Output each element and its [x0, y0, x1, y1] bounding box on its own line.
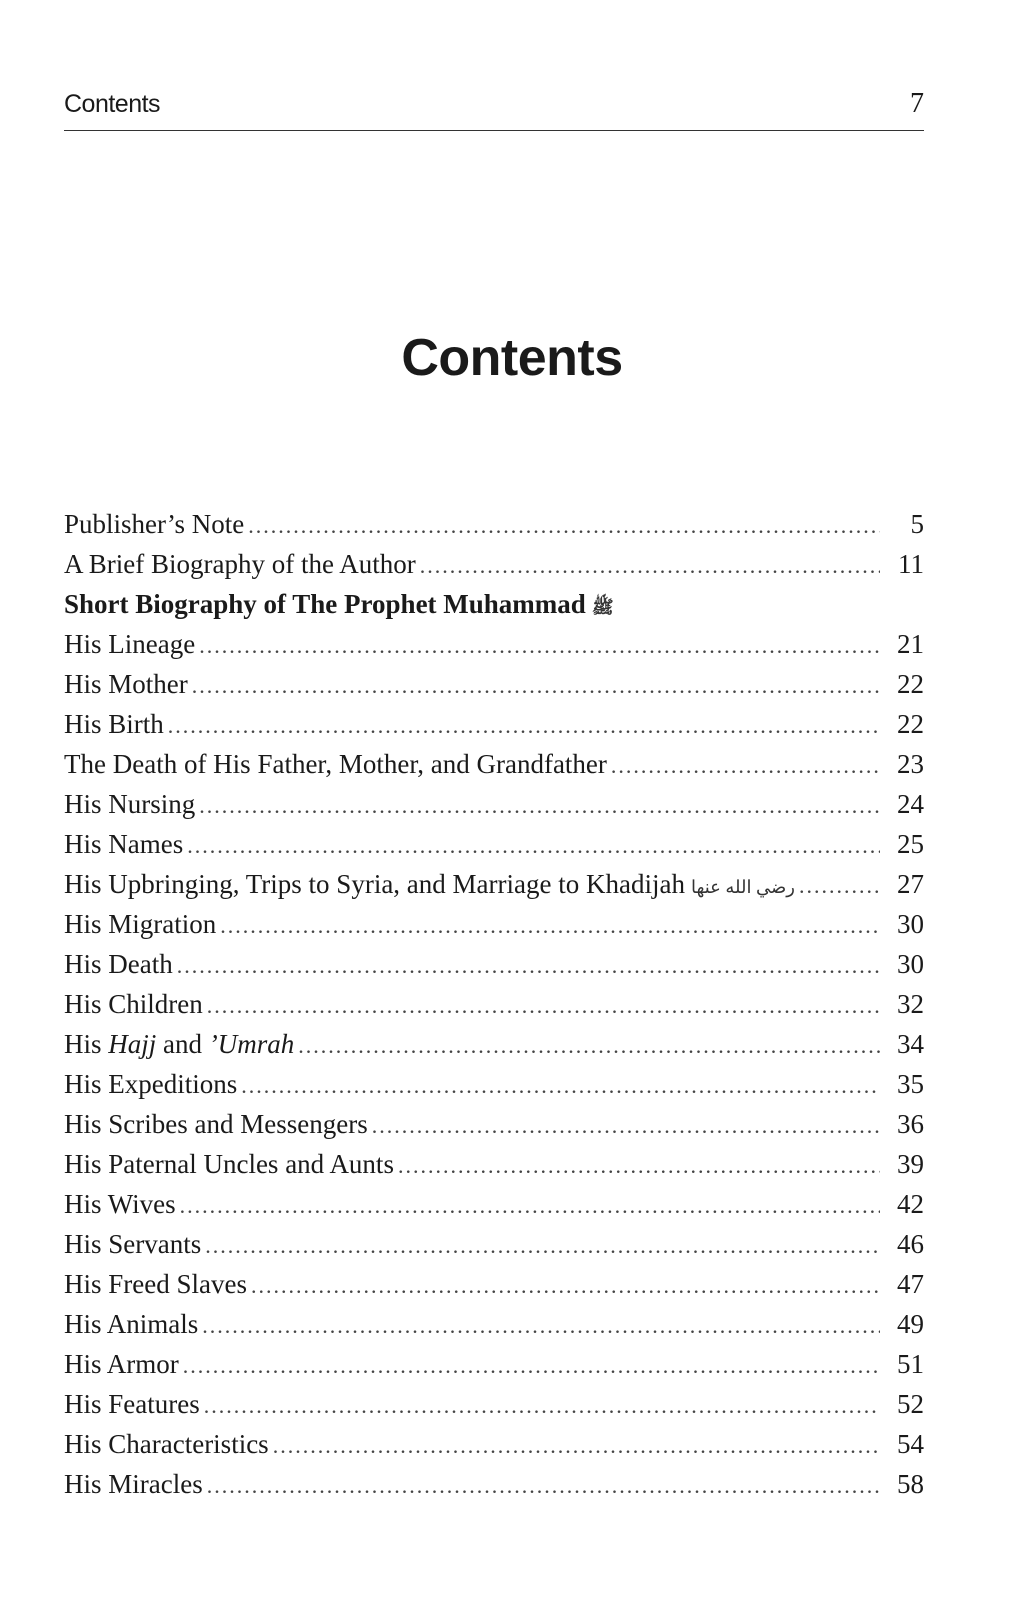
- toc-entry-page: 23: [897, 749, 924, 779]
- toc-entry[interactable]: [64, 904, 924, 944]
- toc-entry[interactable]: [64, 1344, 924, 1384]
- toc-entry-page: 39: [897, 1149, 924, 1179]
- toc-entry-page: 46: [897, 1229, 924, 1259]
- toc-entry[interactable]: [64, 1024, 924, 1064]
- toc-entry-page: 21: [897, 629, 924, 659]
- toc-entry[interactable]: [64, 824, 924, 864]
- toc-entry-title: A Brief Biography of the Author: [64, 549, 416, 579]
- toc-entry-page: 51: [897, 1349, 924, 1379]
- dot-leader: [183, 1346, 880, 1386]
- toc-entry[interactable]: [64, 664, 924, 704]
- toc-entry-title: His Wives: [64, 1189, 176, 1219]
- dot-leader: [205, 1226, 880, 1266]
- dot-leader: [204, 1386, 880, 1426]
- toc-entry-title: His Expeditions: [64, 1069, 238, 1099]
- toc-entry-title: His Miracles: [64, 1469, 203, 1499]
- toc-entry-title: His Children: [64, 989, 203, 1019]
- running-header: [64, 86, 924, 131]
- page-title: Contents: [401, 329, 623, 387]
- toc-entry[interactable]: [64, 1104, 924, 1144]
- toc-entry-title: Publisher’s Note: [64, 509, 245, 539]
- dot-leader: [168, 706, 880, 746]
- dot-leader: [207, 1466, 880, 1506]
- honorific-glyph: ﷺ: [591, 596, 614, 617]
- toc-entry[interactable]: [64, 1384, 924, 1424]
- toc-entry[interactable]: [64, 1144, 924, 1184]
- toc-entry-page: 49: [897, 1309, 924, 1339]
- dot-leader: [420, 546, 880, 586]
- toc-entry-title: His Features: [64, 1389, 200, 1419]
- toc-entry[interactable]: [64, 704, 924, 744]
- dot-leader: [202, 1306, 880, 1346]
- dot-leader: [398, 1146, 880, 1186]
- toc-entry-page: 42: [897, 1189, 924, 1219]
- dot-leader: [799, 866, 880, 906]
- toc-entry[interactable]: [64, 1064, 924, 1104]
- toc-entry-title: His Armor: [64, 1349, 179, 1379]
- toc-entry-page: 24: [897, 789, 924, 819]
- toc-entry-title: His Lineage: [64, 629, 196, 659]
- dot-leader: [199, 786, 880, 826]
- dot-leader: [199, 626, 880, 666]
- toc-entry-title: His Mother: [64, 669, 188, 699]
- toc-entry[interactable]: [64, 1224, 924, 1264]
- toc-entry-title: His Birth: [64, 709, 164, 739]
- toc-entry[interactable]: [64, 1184, 924, 1224]
- toc-entry-title: His Hajj and ’Umrah: [64, 1029, 295, 1059]
- toc-entry-title: His Servants: [64, 1229, 202, 1259]
- toc-entry-title: His Animals: [64, 1309, 199, 1339]
- toc-entry-title: His Paternal Uncles and Aunts: [64, 1149, 394, 1179]
- toc-entry-title: His Freed Slaves: [64, 1269, 247, 1299]
- dot-leader: [177, 946, 880, 986]
- toc-section-heading: Short Biography of The Prophet Muhammad ﷺ: [64, 584, 924, 624]
- dot-leader: [298, 1026, 880, 1066]
- toc-entry[interactable]: [64, 1304, 924, 1344]
- toc-entry-page: 30: [897, 949, 924, 979]
- toc-entry-page: 22: [897, 669, 924, 699]
- toc-entry-page: 5: [910, 509, 924, 539]
- toc-entry-title: His Names: [64, 829, 184, 859]
- toc-entry[interactable]: [64, 1264, 924, 1304]
- toc-entry-title: His Characteristics: [64, 1429, 269, 1459]
- toc-entry-title: His Upbringing, Trips to Syria, and Marriage to Khadijah رضي الله عنها: [64, 864, 795, 907]
- toc-entry-page: 27: [897, 869, 924, 899]
- toc-entry[interactable]: [64, 984, 924, 1024]
- dot-leader: [220, 906, 880, 946]
- toc-entry-page: 34: [897, 1029, 924, 1059]
- toc-entry-title: His Nursing: [64, 789, 196, 819]
- toc-entry-title: His Migration: [64, 909, 217, 939]
- toc-entry[interactable]: [64, 504, 924, 544]
- dot-leader: [187, 826, 880, 866]
- dot-leader: [180, 1186, 880, 1226]
- page-number: 7: [910, 88, 924, 119]
- toc-entry-title: The Death of His Father, Mother, and Grandfather: [64, 749, 607, 779]
- toc-entry-page: 47: [897, 1269, 924, 1299]
- toc-entry-page: 58: [897, 1469, 924, 1499]
- dot-leader: [192, 666, 880, 706]
- toc-entry[interactable]: [64, 1424, 924, 1464]
- toc-entry[interactable]: [64, 944, 924, 984]
- dot-leader: [241, 1066, 880, 1106]
- dot-leader: [372, 1106, 880, 1146]
- toc-entry[interactable]: [64, 544, 924, 584]
- toc-entry[interactable]: [64, 624, 924, 664]
- toc-entry[interactable]: [64, 864, 924, 904]
- dot-leader: [273, 1426, 880, 1466]
- toc-entry-page: 25: [897, 829, 924, 859]
- dot-leader: [248, 506, 880, 546]
- toc-entry-page: 30: [897, 909, 924, 939]
- toc-entry-page: 32: [897, 989, 924, 1019]
- dot-leader: [251, 1266, 880, 1306]
- honorific-glyph: رضي الله عنها: [690, 876, 795, 897]
- toc-entry-title: His Scribes and Messengers: [64, 1109, 368, 1139]
- dot-leader: [611, 746, 880, 786]
- toc-entry-page: 54: [897, 1429, 924, 1459]
- table-of-contents: [64, 504, 924, 1504]
- toc-entry[interactable]: [64, 744, 924, 784]
- toc-entry-page: 52: [897, 1389, 924, 1419]
- running-title: Contents: [64, 90, 161, 118]
- toc-entry[interactable]: [64, 784, 924, 824]
- toc-entry[interactable]: [64, 1464, 924, 1504]
- toc-entry-title: His Death: [64, 949, 173, 979]
- toc-entry-page: 36: [897, 1109, 924, 1139]
- dot-leader: [207, 986, 880, 1026]
- toc-entry-page: 35: [897, 1069, 924, 1099]
- toc-entry-page: 11: [898, 549, 924, 579]
- toc-entry-page: 22: [897, 709, 924, 739]
